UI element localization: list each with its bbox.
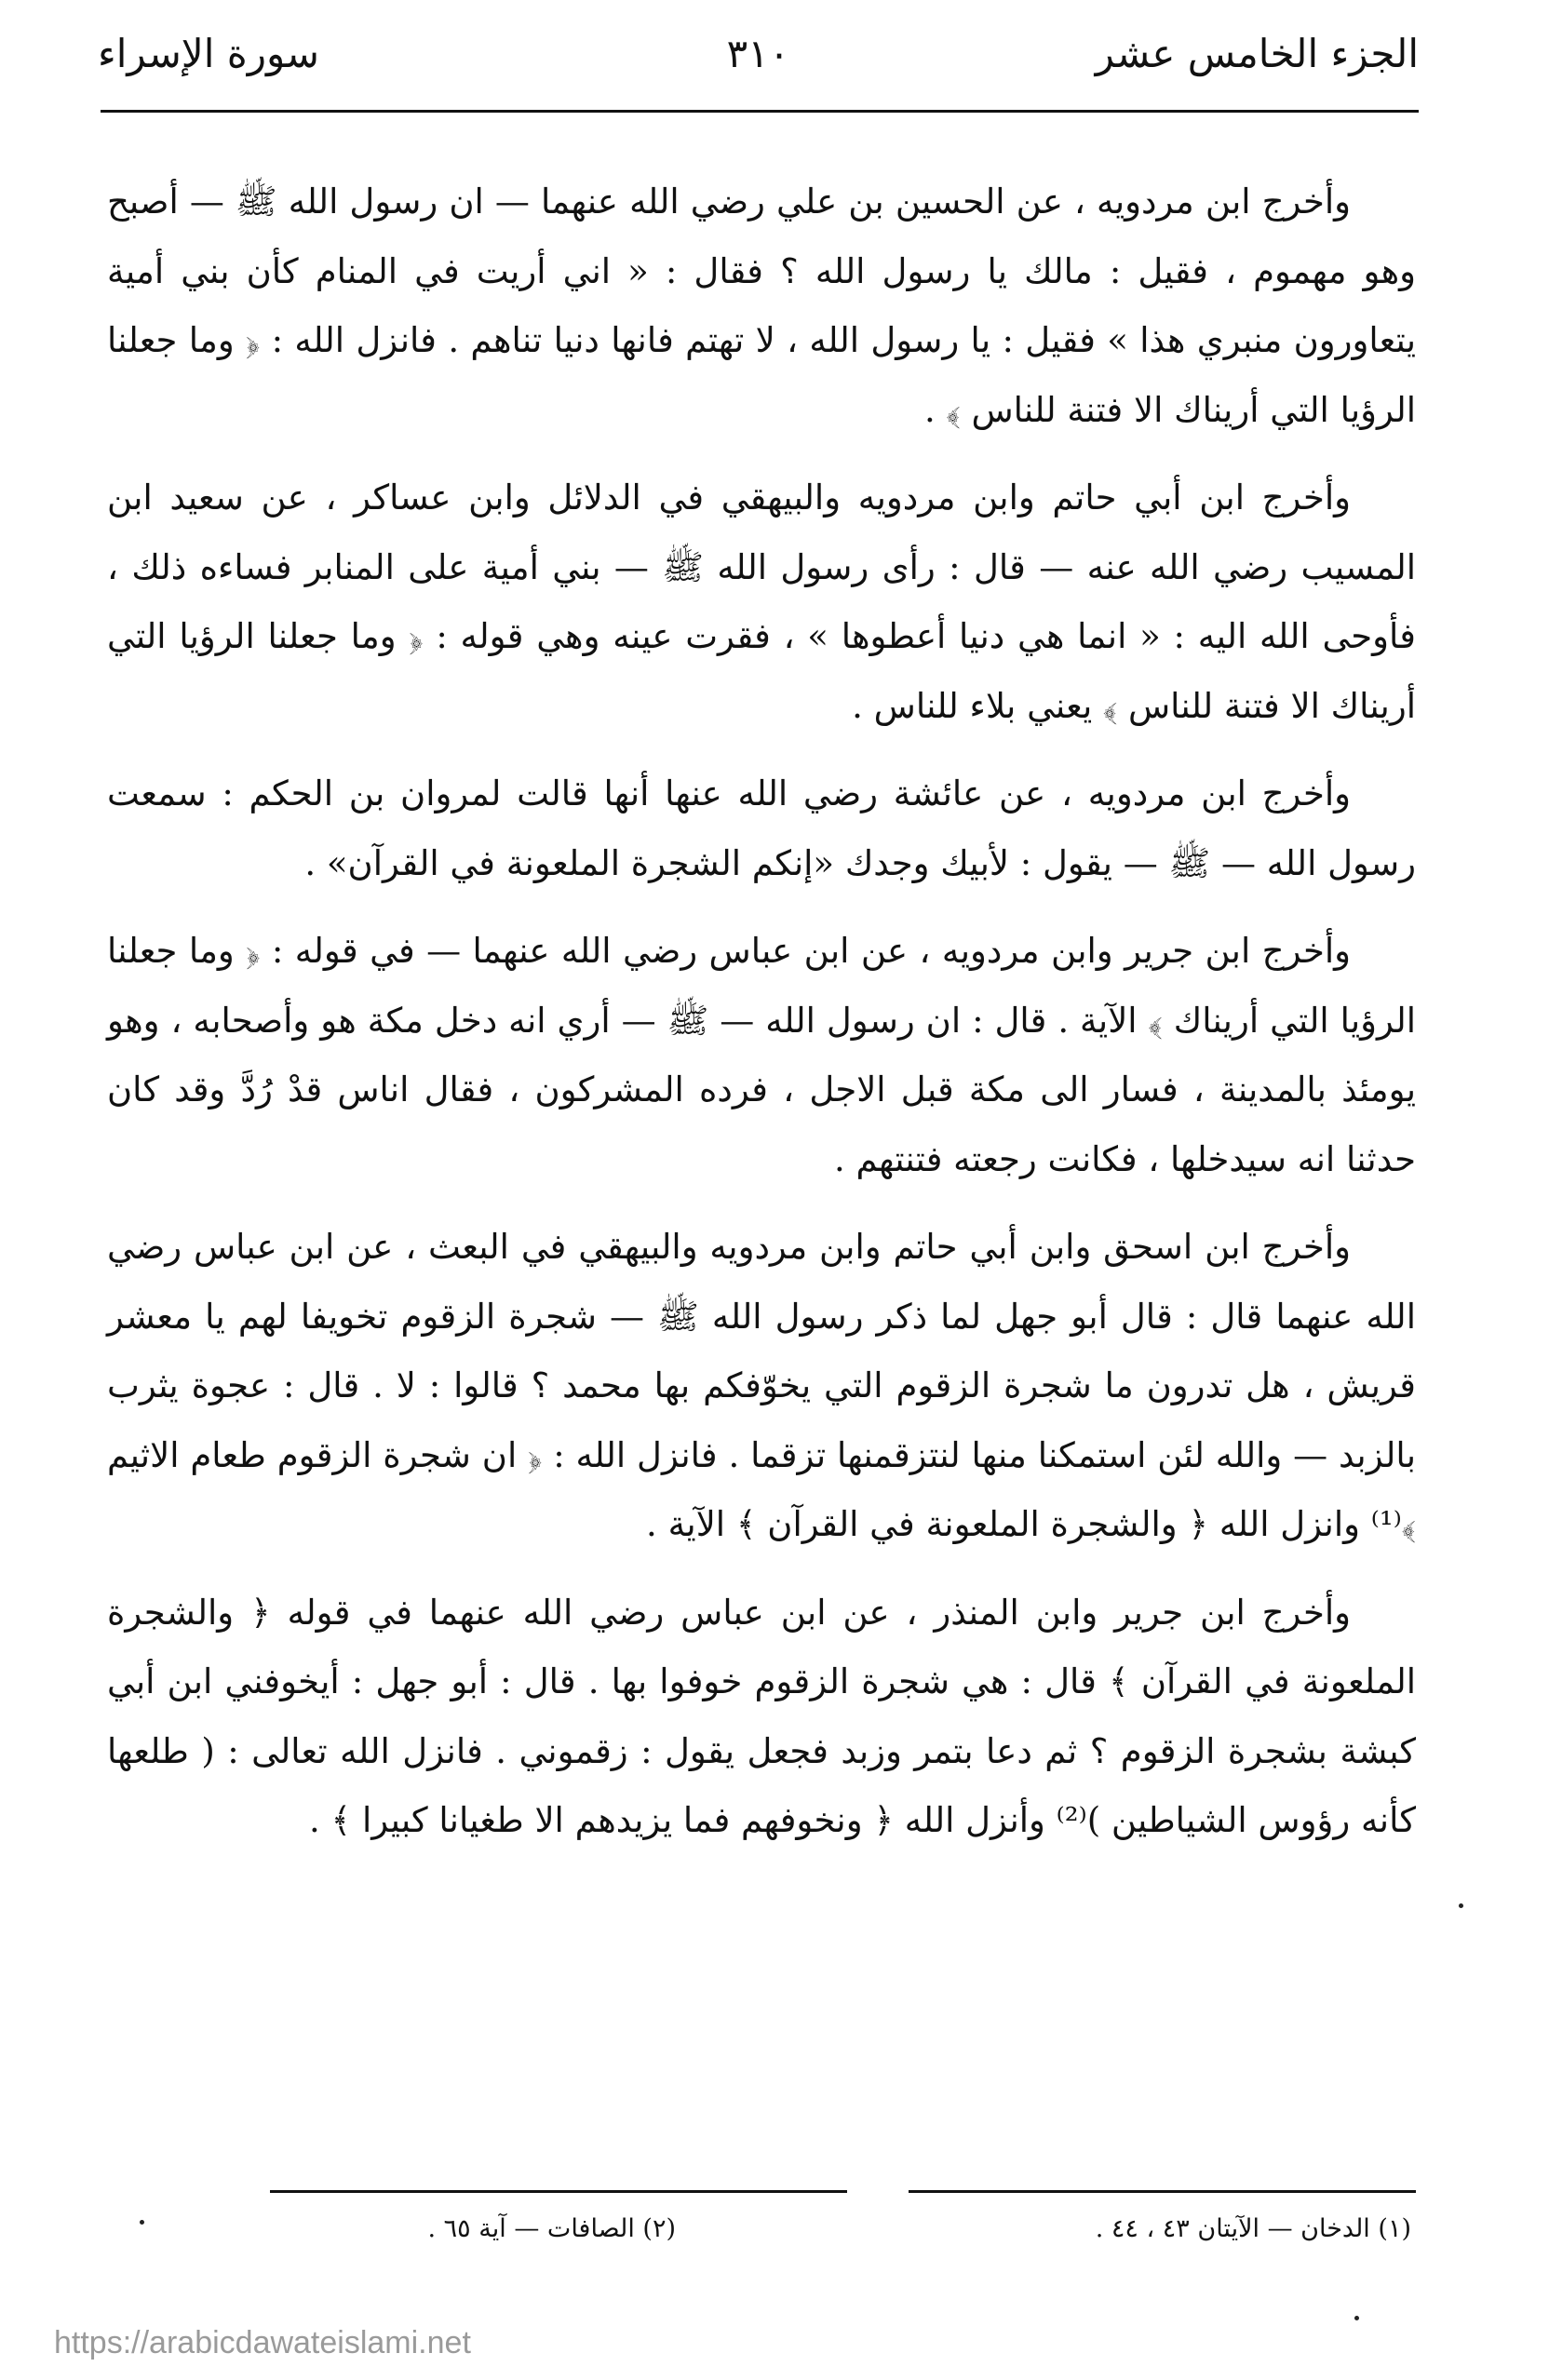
page-header [98, 19, 1419, 93]
scan-speck [1354, 2316, 1359, 2320]
watermark-url: https://arabicdawateislami.net [54, 2325, 471, 2360]
paragraph: وأخرج ابن جرير وابن مردويه ، عن ابن عباس رضي الله عنهما — في قوله : ﴿ وما جعلنا الرؤيا التي أريناك ﴾ الآية . قال : ان رسول الله — ﷺ — أري انه دخل مكة هو وأصحابه ، وهو يومئذ بالمدينة ، فسار الى مكة قبل الاجل ، فرده المشركون ، فقال اناس قدْ رُدَّ وقد كان حدثنا انه سيدخلها ، فكانت رجعته فتنتهم . [107, 931, 1416, 1179]
juz-label: الجزء الخامس عشر [1095, 31, 1419, 76]
paragraph: وأخرج ابن أبي حاتم وابن مردويه والبيهقي في الدلائل وابن عساكر ، عن سعيد ابن المسيب رضي الله عنه — قال : رأى رسول الله ﷺ — بني أمية على المنابر فساءه ذلك ، فأوحى الله اليه : « انما هي دنيا أعطوها » ، فقرت عينه وهي قوله : ﴿ وما جعلنا الرؤيا التي أريناك الا فتنة للناس ﴾ يعني بلاء للناس . [107, 477, 1416, 726]
paragraph: وأخرج ابن جرير وابن المنذر ، عن ابن عباس رضي الله عنهما في قوله ﴿ والشجرة الملعونة في القرآن ﴾ قال : هي شجرة الزقوم خوفوا بها . قال : أبو جهل : أيخوفني ابن أبي كبشة بشجرة الزقوم ؟ ثم دعا بتمر وزبد فجعل يقول : زقموني . فانزل الله تعالى : ( طلعها كأنه رؤوس الشياطين )⁽²⁾ وأنزل الله ﴿ ونخوفهم فما يزيدهم الا طغيانا كبيرا ﴾ . [107, 1592, 1416, 1840]
footnote-1: (١) الدخان — الآيتان ٤٣ ، ٤٤ . [1095, 2214, 1411, 2243]
footnote-divider-right [909, 2190, 1416, 2193]
surah-label: سورة الإسراء [98, 31, 319, 76]
footnote-divider-left [270, 2190, 847, 2193]
main-text [107, 168, 1416, 1875]
paragraph: وأخرج ابن مردويه ، عن الحسين بن علي رضي الله عنهما — ان رسول الله ﷺ — أصبح وهو مهموم ، فقيل : مالك يا رسول الله ؟ فقال : « اني أريت في المنام كأن بني أمية يتعاورون منبري هذا » فقيل : يا رسول الله ، لا تهتم فانها دنيا تناهم . فانزل الله : ﴿ وما جعلنا الرؤيا التي أريناك الا فتنة للناس ﴾ . [107, 182, 1416, 430]
scan-speck [140, 2220, 144, 2225]
footnote-2: (٢) الصافات — آية ٦٥ . [427, 2214, 676, 2243]
header-divider [101, 110, 1419, 113]
paragraph: وأخرج ابن مردويه ، عن عائشة رضي الله عنها أنها قالت لمروان بن الحكم : سمعت رسول الله — ﷺ — يقول : لأبيك وجدك «إنكم الشجرة الملعونة في القرآن» . [107, 773, 1416, 883]
scan-speck [1459, 1903, 1463, 1908]
page-number: ٣١٠ [726, 31, 790, 76]
footnotes [130, 2211, 1411, 2257]
paragraph: وأخرج ابن اسحق وابن أبي حاتم وابن مردويه والبيهقي في البعث ، عن ابن عباس رضي الله عنهما قال : قال أبو جهل لما ذكر رسول الله ﷺ — شجرة الزقوم تخويفا لهم يا معشر قريش ، هل تدرون ما شجرة الزقوم التي يخوّفكم بها محمد ؟ قالوا : لا . قال : عجوة يثرب بالزبد — والله لئن استمكنا منها لنتزقمنها تزقما . فانزل الله : ﴿ ان شجرة الزقوم طعام الاثيم ﴾⁽¹⁾ وانزل الله ﴿ والشجرة الملعونة في القرآن ﴾ الآية . [107, 1227, 1416, 1544]
